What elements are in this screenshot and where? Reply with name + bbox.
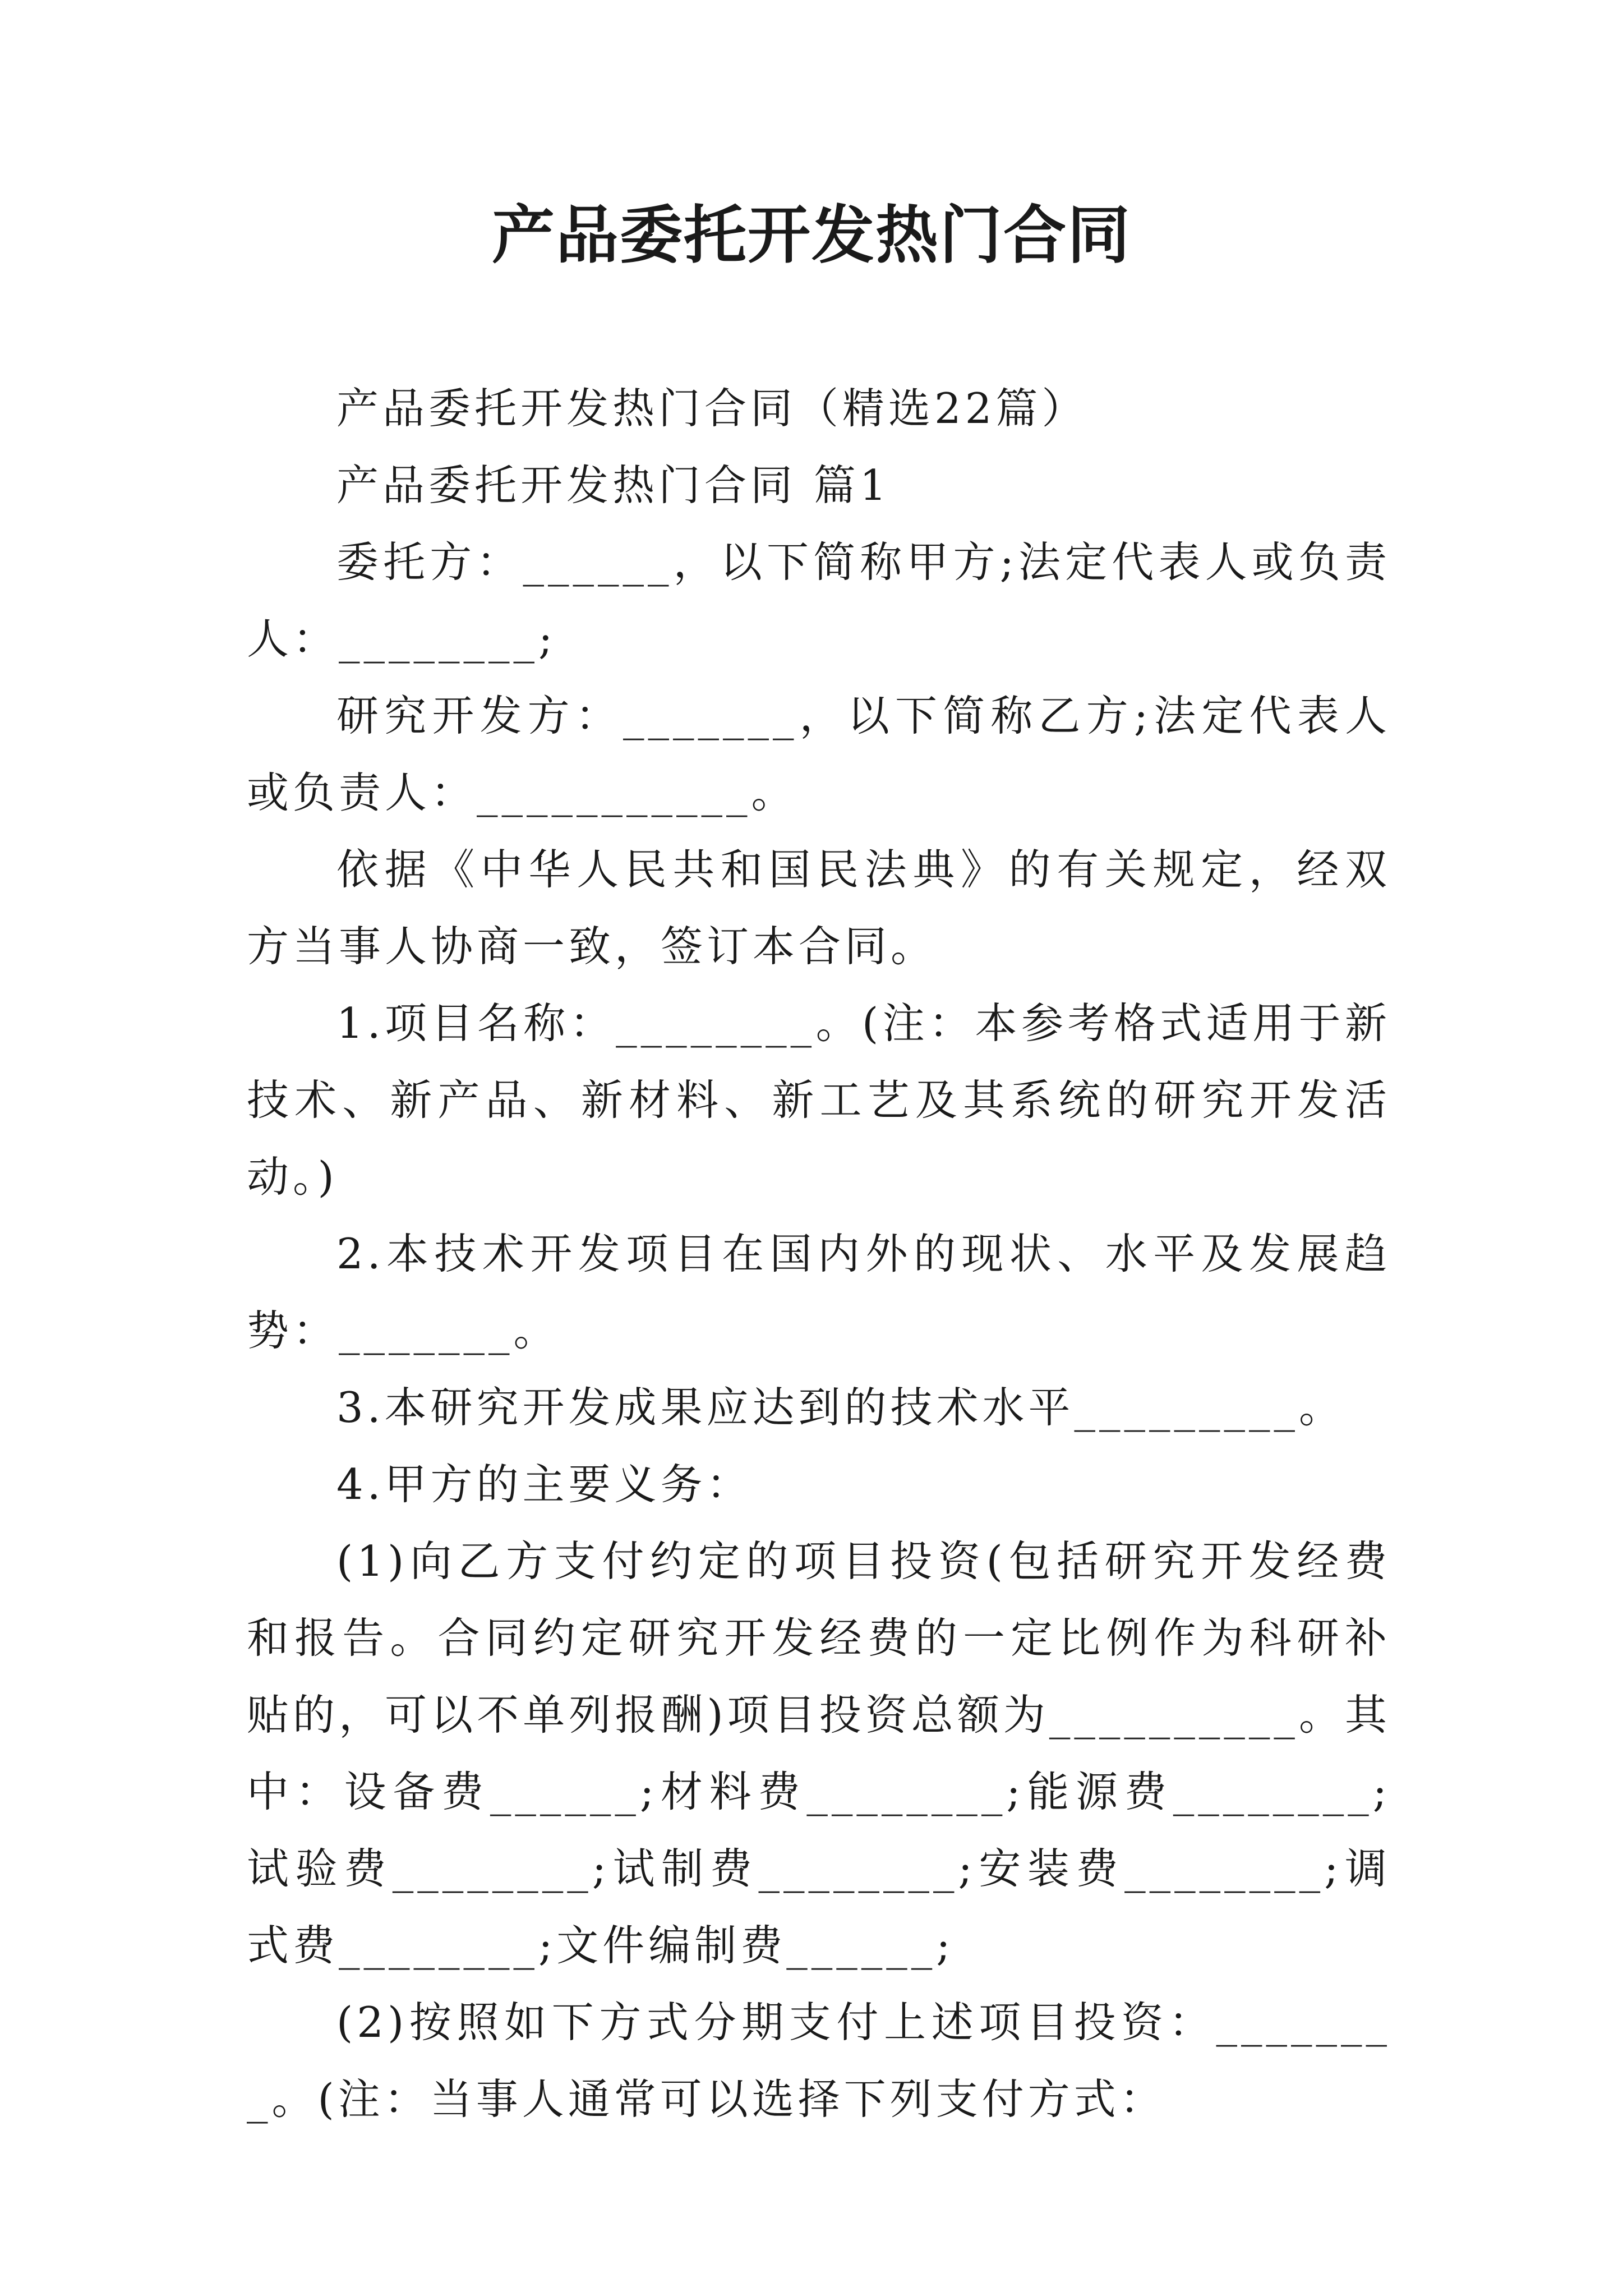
paragraph-section-heading: 产品委托开发热门合同 篇1 [336, 461, 891, 510]
paragraph-subtitle: 产品委托开发热门合同（精选22篇） [336, 384, 1088, 433]
paragraph-item-4-1: (1)向乙方支付约定的项目投资(包括研究开发经费和报告。合同约定研究开发经费的一定比例作为科研补贴的，可以不单列报酬)项目投资总额为__________。其中：设备费______;材料费________;能源费________;试验费________;试制费________;安装费________;调式费________;文件编制费______; [247, 1536, 1391, 1970]
paragraph-item-4: 4.甲方的主要义务： [336, 1460, 753, 1509]
document-title: 产品委托开发热门合同 [492, 199, 1131, 272]
paragraph-client: 委托方：______，以下简称甲方;法定代表人或负责人：________; [247, 537, 1391, 664]
paragraph-developer: 研究开发方：_______，以下简称乙方;法定代表人或负责人：___________。 [247, 691, 1391, 817]
paragraph-item-1: 1.项目名称：________。(注：本参考格式适用于新技术、新产品、新材料、新工艺及其系统的研究开发活动。) [247, 999, 1391, 1202]
paragraph-legal-basis: 依据《中华人民共和国民法典》的有关规定，经双方当事人协商一致，签订本合同。 [247, 845, 1391, 971]
document-body [247, 370, 1391, 2138]
paragraph-item-3: 3.本研究开发成果应达到的技术水平_________。 [336, 1383, 1345, 1432]
paragraph-item-4-2: (2)按照如下方式分期支付上述项目投资：________。(注：当事人通常可以选择下列支付方式： [247, 1998, 1391, 2124]
paragraph-item-2: 2.本技术开发项目在国内外的现状、水平及发展趋势：_______。 [247, 1229, 1391, 1355]
